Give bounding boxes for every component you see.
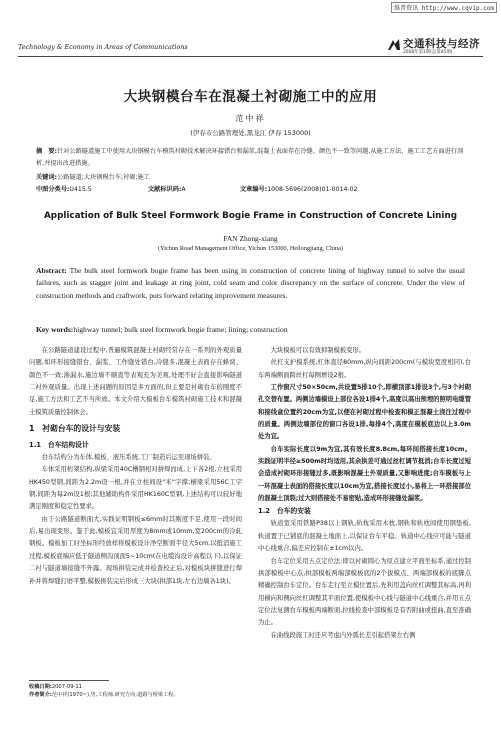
- section-1-heading: 1 衬砌台车的设计与安装: [29, 424, 121, 434]
- cn-abstract: [36, 146, 465, 170]
- cn-abstract-label: 摘 要:: [36, 148, 58, 155]
- en-author: FAN Zhong-xiang: [223, 234, 278, 243]
- body-paragraph: 由于公路隧道断面大,实践证明钢板≤6mm时其刚度不足,使用一段时间后,易出现变形。鉴于此,模板宜采用厚度为8mm或10mm,宽200cm的冷轧钢板。模板加工时坐标形经放样将模板设计净空断面半径大5cm,以抵消施工过程,模板底端应低于隧道侧沟顶面5~10cm(在电缆沟设计高程以下),以保证二衬与隧道墙接缝不外露。现场拼装完成并检查校正后,对模板块拼缝进行焊补并将焊缝打磨平整,模板拼装完后形成三大块(拱部1块,左右边墙各1块)。: [29, 515, 242, 585]
- en-abstract-text: The bulk steel formwork bogie frame has been using in construction of concrete lining of highway tunnel to solve the usual failures, such as stagger joint and leakage at ring joint, cold seam and color discrepancy on the surface of concrete. Under the view of construction methods and craftwork, puts forward relating improvement measures.: [36, 266, 466, 300]
- section-1-2-heading: 1.2 台车的安装: [258, 507, 311, 516]
- intro-paragraph: 在公路隧道建设过程中,普遍模筑混凝土衬砌经常存在一系列的外观质量问题,如环形接缝错台、漏浆、工作缝处错台,冷缝多,混凝土表面存在蜂窝、颜色不一致;渗漏水,施边墙不顺直等表观充为美观,处理不好会直接影响隧道二衬外观质量。出现上述问题的原因是多方面的,但主要是衬砌台车的刚度不足,施工方法和工艺不当所致。本文介绍大模板台车模筑衬砌施工技术和混凝土模筑质量控制体会。: [29, 347, 242, 416]
- body-paragraph: 轨道宽采用铁路P38以上钢轨,轨枕采用木枕,钢轨和轨枕间使用钢垫板,轨道置于已铺底的混凝土地面上,以保证台车平稳。轨道中心线应可能与隧道中心线重合,偏差应控制在±1cm以内。: [258, 520, 471, 553]
- author-bio: [29, 691, 242, 699]
- doc-code-field: [148, 184, 240, 196]
- clc-value: U415.5: [69, 186, 92, 193]
- en-abstract-label: Abstract:: [36, 266, 67, 275]
- received-value: 2007-09-11: [51, 684, 82, 690]
- author-bio-label: 作者简介:: [29, 692, 52, 698]
- right-column: [258, 345, 471, 642]
- body-paragraph: 大块模板可以有效抑制模板变形。: [270, 347, 366, 354]
- left-column: [29, 345, 242, 588]
- body-paragraph: 台车结构分为车体,模板、液压系统,工厂制造后运至现场拼装。: [41, 454, 216, 462]
- body-paragraph: 台车实际长度以9m为宜,其有效长度8.8cm,每环间搭接长度10cm。实践证明半径≥500m时均适用,其余拱差可通过丝杠调节抵消;台车长度过短会造成衬砌环形接缝过多,既影响混凝土外观质量,又影响进度;台车模板与上一环混凝土表面的搭接长度以10cm为宜,搭接长度过小,易将上一环搭接部位的混凝土顶裂;过大则搭接处不易密贴,造成环形接缝处漏浆。: [258, 445, 471, 503]
- journal-name: Technology & Economy in Areas of Communications: [18, 43, 188, 51]
- journal-logo: [387, 36, 483, 58]
- clc-field: [36, 184, 148, 196]
- article-no-field: [240, 184, 358, 196]
- clc-label: 中图分类号:: [36, 186, 70, 193]
- cn-author: 范中祥: [235, 114, 266, 123]
- body-paragraph: 在曲线段施工时还应考虑内外弧长差引起搭架左右侧: [270, 631, 416, 639]
- logo-issue: 2008年第1期(总第45期): [403, 50, 453, 55]
- header-rule: [18, 56, 483, 57]
- body-paragraph: 工作窗尺寸50×50cm,共设置5排10个,即横顶部1排设3个,与3个衬砌孔交替布置。两侧边墙模设上部位各设1排4个,高度以高出预埋的照明电缆管和接线盒位置约20cm为宜,以便在衬砌过程中检查和模正混凝土浇注过程中的质量。两侧边墙部位的窗口各设1排,每排4个,高度在模板底边以上3.0m处为宜。: [258, 384, 471, 441]
- en-title: Application of Bulk Steel Formwork Bogie Frame in Construction of Concrete Lining: [43, 211, 458, 221]
- journal-header: [18, 40, 483, 56]
- body-paragraph: 丝杠支护模系统,杠体直径80mm,纵向间距200cm(与模块宽度相同),台车两端侧面跨丝杠每侧增设2根。: [258, 359, 471, 379]
- section-1-1-heading: 1.1 台车结构设计: [29, 441, 89, 450]
- logo-text: 交通科技与经济: [403, 38, 480, 50]
- cn-keywords: [36, 172, 465, 184]
- en-keywords-text: highway tunnel; bulk steel formwork bogie frame; lining; construction: [73, 325, 288, 334]
- logo-mark-icon: [387, 38, 401, 52]
- cn-keywords-text: 公路隧道;大块钢模台车;衬砌;施工: [57, 174, 150, 181]
- article-no-label: 文章编号:: [240, 186, 268, 193]
- cn-title: 大块钢模台车在混凝土衬砌施工中的应用: [123, 89, 378, 105]
- cn-abstract-text: 针对公路隧道施工中使用大块钢模台车模筑衬砌技术解决环接错台和漏浆,混凝土表面存在冷缝、颜色不一致等问题,从施工方法、施工工艺方面进行剖析,并提出改进措施。: [36, 148, 464, 167]
- en-affiliation: (Yichun Road Management Office, Yichun 153000, Heilongjiang, China): [157, 245, 344, 252]
- en-abstract: [36, 265, 465, 302]
- footnote-rule: [29, 680, 109, 681]
- received-date: [29, 683, 242, 691]
- cn-affiliation: (伊春市公路管理处,黑龙江 伊春 153000): [190, 129, 311, 137]
- doc-code-label: 文献标识码:: [148, 186, 182, 193]
- body-paragraph: 车体采用桁架结构,纵梁采用40C槽钢相对拼焊而成,上下各2根,立柱采用HK450型钢,间距为2.2m设一根,并在立柱间设"米"字撑;横梁采用56C工字钢,间距为每2m设1根;其他辅助构件采用HK160C型钢,上述结构可以较好地满足刚度和稳定性要求。: [29, 466, 242, 511]
- cn-keywords-label: 关键词:: [36, 174, 58, 181]
- author-bio-value: 范中祥(1970~),男,工程师,研究方向:道路与桥梁工程。: [51, 692, 179, 698]
- received-label: 收稿日期:: [29, 684, 52, 690]
- source-stamp: 维普资讯 http://www.cqvip.com: [391, 2, 497, 13]
- en-keywords: [36, 325, 465, 334]
- article-no-value: 1008-5696(2008)01-0014-02: [267, 186, 358, 193]
- footnote: [29, 683, 242, 699]
- cn-metadata: [36, 184, 465, 196]
- en-keywords-label: Key words:: [36, 325, 74, 334]
- doc-code-value: A: [181, 186, 186, 193]
- body-paragraph: 台车定位采用五点定位法:即以衬砌圆心为原点建立平面坐标系,通过控制拱部模板中心点,拱部模板两端部模板底的2个拔模点、两端部模板的底脚点精确控制台车定位。台车走行至立模位置后,先利用盖向丝杠调整其标高,再利用横向和侧向丝杠调整其平面位置,使模板中心线与隧道中心线重合,并用五点定位法复测台车模板两端断面,拉线检查中部模板是有否附曲或扭曲,直至准确为止。: [258, 557, 471, 627]
